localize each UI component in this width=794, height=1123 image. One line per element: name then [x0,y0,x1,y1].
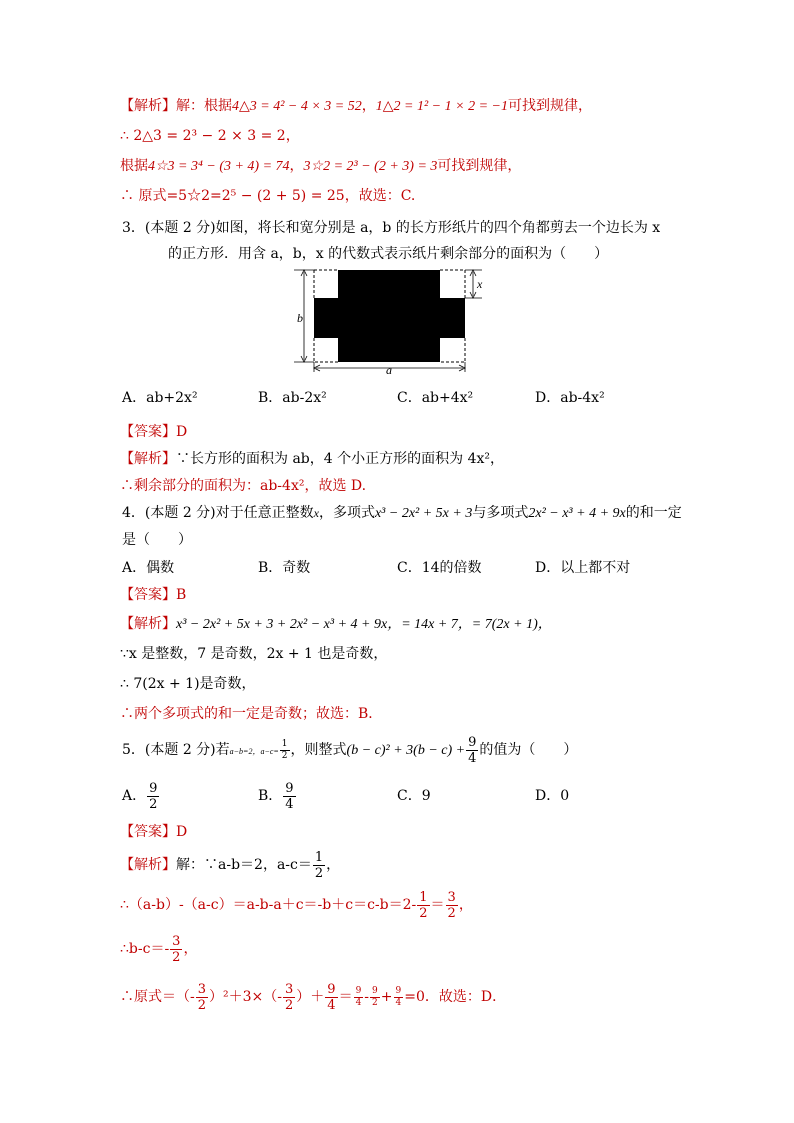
q5-option-b[interactable]: B． $\frac{9}{4}$ [258,780,294,812]
q4-analysis-line-4: ∴两个多项式的和一定是奇数；故选：B． [120,706,383,722]
q2-analysis-line-1: 【解析】解：根据4△3 = 4² − 4 × 3 = 52，1△2 = 1² − 1 × 2 = −1可找到规律， [120,98,592,114]
q2-analysis-line-4: ∴ 原式=5☆2=2⁵ − (2 + 5) = 25，故选：C. [120,188,416,204]
q5-analysis-line-2: ∴（a-b）-（a-c）＝a-b-a＋c＝-b＋c＝c-b＝2- $\frac{1}{2}$ ＝ $\frac{3}{2}$ ， [120,889,473,921]
label-x: x [477,277,483,291]
q3-option-c[interactable]: C．ab+4x² [397,390,474,406]
q3-stem-line-2: 的正方形．用含 a，b，x 的代数式表示纸片剩余部分的面积为（ ） [168,246,609,262]
q2-analysis-line-3: 根据4☆3 = 3⁴ − (3 + 4) = 74，3☆2 = 2³ − (2 + 3) = 3可找到规律， [120,158,522,174]
q5-analysis-line-1: 【解析】解：∵a-b＝2，a-c＝ $\frac{1}{2}$ ， [120,849,341,881]
q3-answer: 【答案】D [120,424,188,440]
dashed-corner-tr [440,270,465,298]
q5-analysis-line-3: ∴b-c＝- $\frac{3}{2}$ ， [120,933,198,965]
dashed-corner-tl [314,270,338,298]
label-b: b [297,311,303,325]
dashed-corner-br [440,338,465,362]
q3-figure [290,266,490,376]
analysis-tag: 【解析】 [120,451,176,467]
q5-analysis-line-4: ∴原式＝（- $\frac{3}{2}$ ）²＋3×（- $\frac{3}{2}$ ）＋ $\frac{9}{4}$ ＝ $\frac{9}{4}$ - $\frac{9}{2}$ + $\frac{9}{4}$ =0．故选：D． [120,981,507,1013]
q4-option-d[interactable]: D．以上都不对 [535,560,631,576]
q3-analysis-line-2: ∴剩余部分的面积为：ab-4x²，故选 D. [120,478,367,494]
q3-analysis-line-1: 【解析】∵长方形的面积为 ab，4 个小正方形的面积为 4x²， [120,451,504,467]
q5-option-c[interactable]: C．9 [397,788,431,804]
label-a: a [386,363,392,376]
q4-stem-line-1: 4．(本题 2 分)对于任意正整数x，多项式x³ − 2x² + 5x + 3与多项式2x² − x³ + 4 + 9x的和一定 [122,505,682,521]
q3-option-b[interactable]: B．ab-2x² [258,390,327,406]
q4-analysis-line-2: ∵x 是整数，7 是奇数，2x + 1 也是奇数， [120,646,388,662]
q4-answer: 【答案】B [120,587,187,603]
q4-stem-line-2: 是（ ） [122,532,192,548]
q3-stem-line-1: 3．(本题 2 分)如图，将长和宽分别是 a，b 的长方形纸片的四个角都剪去一个边长为 x [122,220,661,236]
q4-analysis-line-3: ∴ 7(2x + 1)是奇数， [120,676,256,692]
q4-option-b[interactable]: B．奇数 [258,560,311,576]
cross-shape [314,270,465,362]
q4-option-a[interactable]: A．偶数 [122,560,175,576]
q5-option-d[interactable]: D．0 [535,788,570,804]
q5-answer: 【答案】D [120,824,188,840]
analysis-tag: 【解析】 [120,98,176,114]
analysis-tag: 【解析】 [120,857,176,873]
q4-option-c[interactable]: C．14的倍数 [397,560,482,576]
q4-analysis-line-1: 【解析】x³ − 2x² + 5x + 3 + 2x² − x³ + 4 + 9x，= 14x + 7，= 7(2x + 1)， [120,616,552,632]
q5-option-a[interactable]: A． $\frac{9}{2}$ [122,780,158,812]
analysis-tag: 【解析】 [120,616,176,632]
q3-option-a[interactable]: A．ab+2x² [122,390,198,406]
q2-analysis-line-2: ∴ 2△3 = 2³ − 2 × 3 = 2， [120,128,300,144]
dashed-corner-bl [314,338,338,362]
q3-option-d[interactable]: D．ab-4x² [535,390,605,406]
q5-stem: 5．(本题 2 分)若a−b=2，a−c= $\frac{1}{2}$ ，则整式(b − c)² + 3(b − c) + $\frac{9}{4}$ 的值为（ ） [122,734,578,766]
